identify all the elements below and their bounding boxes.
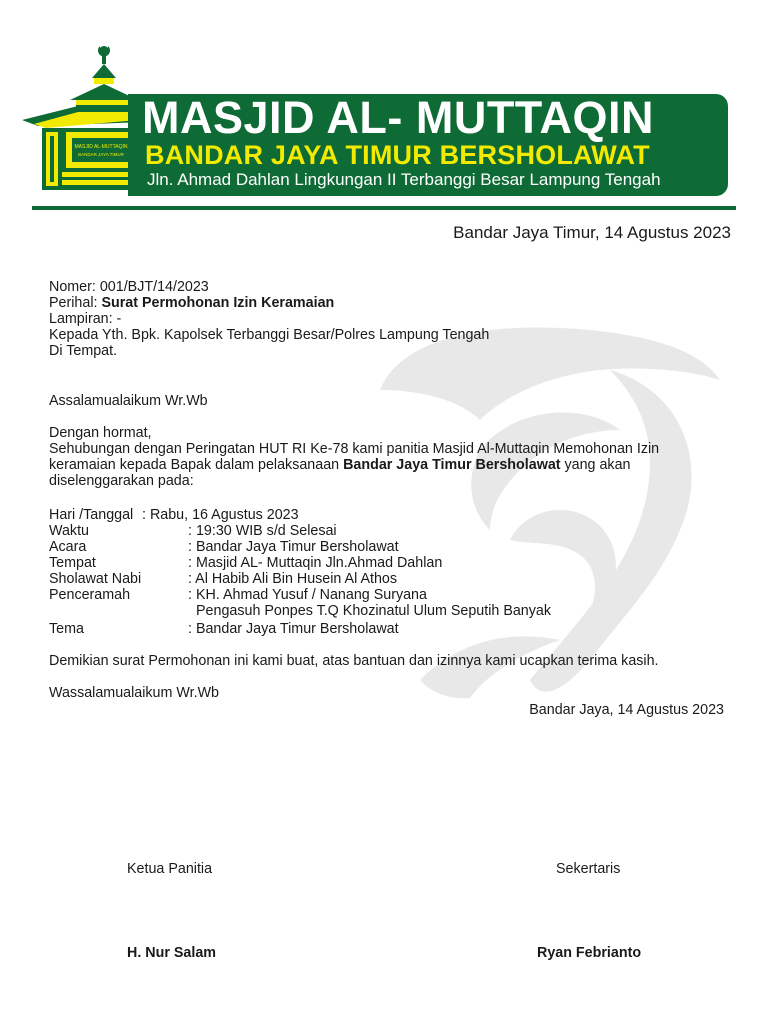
hut-ri-78-watermark-icon: [360, 300, 730, 700]
signature-right-name: Ryan Febrianto: [537, 945, 642, 961]
recipient-line: Kepada Yth. Bpk. Kapolsek Terbanggi Besar/Polres Lampung Tengah: [49, 327, 490, 343]
detail-value-theme: : Bandar Jaya Timur Bersholawat: [188, 621, 399, 637]
letterhead-tagline: BANDAR JAYA TIMUR BERSHOLAWAT: [145, 140, 650, 170]
body-line-2-start: keramaian kepada Bapak dalam pelaksanaan: [49, 457, 344, 473]
greeting: Assalamualaikum Wr.Wb: [49, 393, 208, 409]
signature-left-name: H. Nur Salam: [127, 945, 216, 961]
svg-text:MASJID AL-MUTTAQIN: MASJID AL-MUTTAQIN: [74, 144, 128, 150]
body-line-2-end: yang akan: [560, 457, 631, 473]
body-line-2: [49, 457, 630, 473]
detail-value-date: : Rabu, 16 Agustus 2023: [142, 507, 299, 523]
lampiran-line: Lampiran: -: [49, 311, 122, 327]
signing-date: Bandar Jaya, 14 Agustus 2023: [529, 702, 724, 718]
detail-label-event: Acara: [49, 539, 87, 555]
letterhead-divider: [32, 206, 736, 210]
detail-value-place: : Masjid AL- Muttaqin Jln.Ahmad Dahlan: [188, 555, 443, 571]
svg-text:BANDAR JAYA TIMUR: BANDAR JAYA TIMUR: [78, 152, 124, 157]
body-line-1: Sehubungan dengan Peringatan HUT RI Ke-78 kami panitia Masjid Al-Muttaqin Memohonan Izin: [49, 441, 660, 457]
detail-value-time: : 19:30 WIB s/d Selesai: [188, 523, 337, 539]
detail-label-date: Hari /Tanggal: [49, 507, 134, 523]
letterhead: [0, 0, 768, 215]
detail-value-speaker: : KH. Ahmad Yusuf / Nanang Suryana: [188, 587, 427, 603]
detail-label-speaker: Penceramah: [49, 587, 131, 603]
letter-date: Bandar Jaya Timur, 14 Agustus 2023: [453, 223, 731, 242]
detail-value-event: : Bandar Jaya Timur Bersholawat: [188, 539, 399, 555]
signature-right-title: Sekertaris: [556, 861, 621, 877]
detail-label-sholawat: Sholawat Nabi: [49, 571, 142, 587]
detail-label-time: Waktu: [49, 523, 89, 539]
perihal-label: Perihal:: [49, 295, 98, 311]
signature-left-title: Ketua Panitia: [127, 861, 213, 877]
detail-label-theme: Tema: [49, 621, 84, 637]
body-opening: Dengan hormat,: [49, 425, 152, 441]
perihal-line: [49, 295, 334, 311]
letterhead-address: Jln. Ahmad Dahlan Lingkungan II Terbanggi Besar Lampung Tengah: [147, 170, 661, 189]
nomer-value: 001/BJT/14/2023: [99, 279, 209, 295]
mosque-name: MASJID AL- MUTTAQIN: [142, 92, 654, 143]
closing-statement: Demikian surat Permohonan ini kami buat, atas bantuan dan izinnya kami ucapkan terima kasih.: [49, 653, 659, 669]
nomer-line: [49, 279, 209, 295]
detail-label-place: Tempat: [49, 555, 96, 571]
farewell: Wassalamualaikum Wr.Wb: [49, 685, 220, 701]
event-name-bold: Bandar Jaya Timur Bersholawat: [343, 457, 561, 473]
body-line-3: diselenggarakan pada:: [49, 473, 194, 489]
detail-value-speaker-affiliation: Pengasuh Ponpes T.Q Khozinatul Ulum Seputih Banyak: [196, 603, 551, 619]
perihal-value: Surat Permohonan Izin Keramaian: [101, 295, 335, 311]
nomer-label: Nomer:: [49, 279, 96, 295]
di-tempat-line: Di Tempat.: [49, 343, 118, 359]
detail-value-sholawat: : Al Habib Ali Bin Husein Al Athos: [188, 571, 398, 587]
